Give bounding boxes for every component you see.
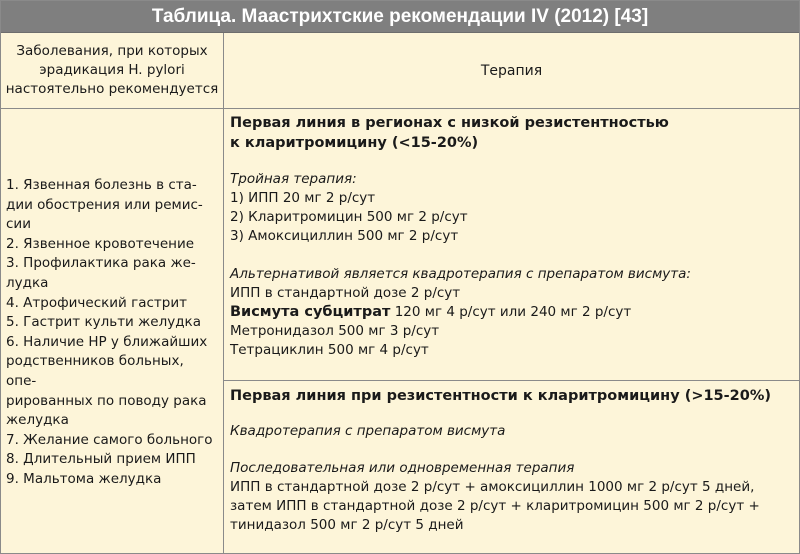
alternative-item: ИПП в стандартной дозе 2 р/сут [230, 285, 461, 301]
bismuth-name: Висмута субцитрат [230, 304, 391, 320]
disease-item: 2. Язвенное кровотечение [6, 235, 195, 252]
sequential-line: тинидазол 500 мг 2 р/сут 5 дней [230, 517, 464, 533]
table-header-row [1, 33, 799, 109]
header-therapy: Терапия [480, 62, 543, 79]
triple-item: 1) ИПП 20 мг 2 р/сут [230, 190, 376, 206]
disease-item: 3. Профилактика рака же- лудка [6, 255, 196, 291]
alternative-label: Альтернативой является квадротерапия с препаратом висмута: [230, 266, 691, 282]
second-line-section [224, 380, 799, 553]
sequential-therapy-label: Последовательная или одновременная терапия [230, 460, 575, 476]
first-line-heading-1: Первая линия в регионах с низкой резистентностью [230, 115, 669, 131]
disease-item: 9. Мальтома желудка [6, 470, 162, 487]
disease-item: 8. Длительный прием ИПП [6, 451, 196, 468]
bismuth-dose: 120 мг 4 р/сут или 240 мг 2 р/сут [390, 304, 632, 320]
table-title: Таблица. Маастрихтские рекомендации IV (2012) [43] [1, 1, 799, 33]
disease-item: 7. Желание самого больного [6, 431, 213, 448]
disease-item: 4. Атрофический гастрит [6, 294, 187, 311]
first-line-section [224, 109, 799, 379]
disease-item: 1. Язвенная болезнь в ста- дии обострения или ремис- сии [6, 177, 203, 233]
quad-therapy-label: Квадротерапия с препаратом висмута [230, 423, 506, 439]
triple-item: 3) Амоксициллин 500 мг 2 р/сут [230, 228, 459, 244]
first-line-heading-2: к кларитромицину (<15-20%) [230, 135, 479, 151]
diseases-list [6, 176, 218, 490]
header-diseases-text: Заболевания, при которых эрадикация H. pylori настоятельно рекомендуется [5, 43, 219, 97]
second-line-heading: Первая линия при резистентности к кларитромицину (>15-20%) [230, 388, 771, 404]
bismuth-line [230, 303, 799, 322]
header-diseases [1, 33, 223, 108]
triple-item: 2) Кларитромицин 500 мг 2 р/сут [230, 209, 468, 225]
sequential-line: ИПП в стандартной дозе 2 р/сут + амоксициллин 1000 мг 2 р/сут 5 дней, [230, 479, 755, 495]
disease-item: 5. Гастрит культи желудка [6, 314, 201, 331]
sequential-line: затем ИПП в стандартной дозе 2 р/сут + кларитромицин 500 мг 2 р/сут + [230, 498, 760, 514]
disease-item: 6. Наличие HP у ближайших родственников больных, опе- рированных по поводу рака желудка [6, 333, 208, 429]
alternative-item: Метронидазол 500 мг 3 р/сут [230, 323, 440, 339]
triple-therapy-label: Тройная терапия: [230, 171, 357, 187]
alternative-item: Тетрациклин 500 мг 4 р/сут [230, 342, 429, 358]
